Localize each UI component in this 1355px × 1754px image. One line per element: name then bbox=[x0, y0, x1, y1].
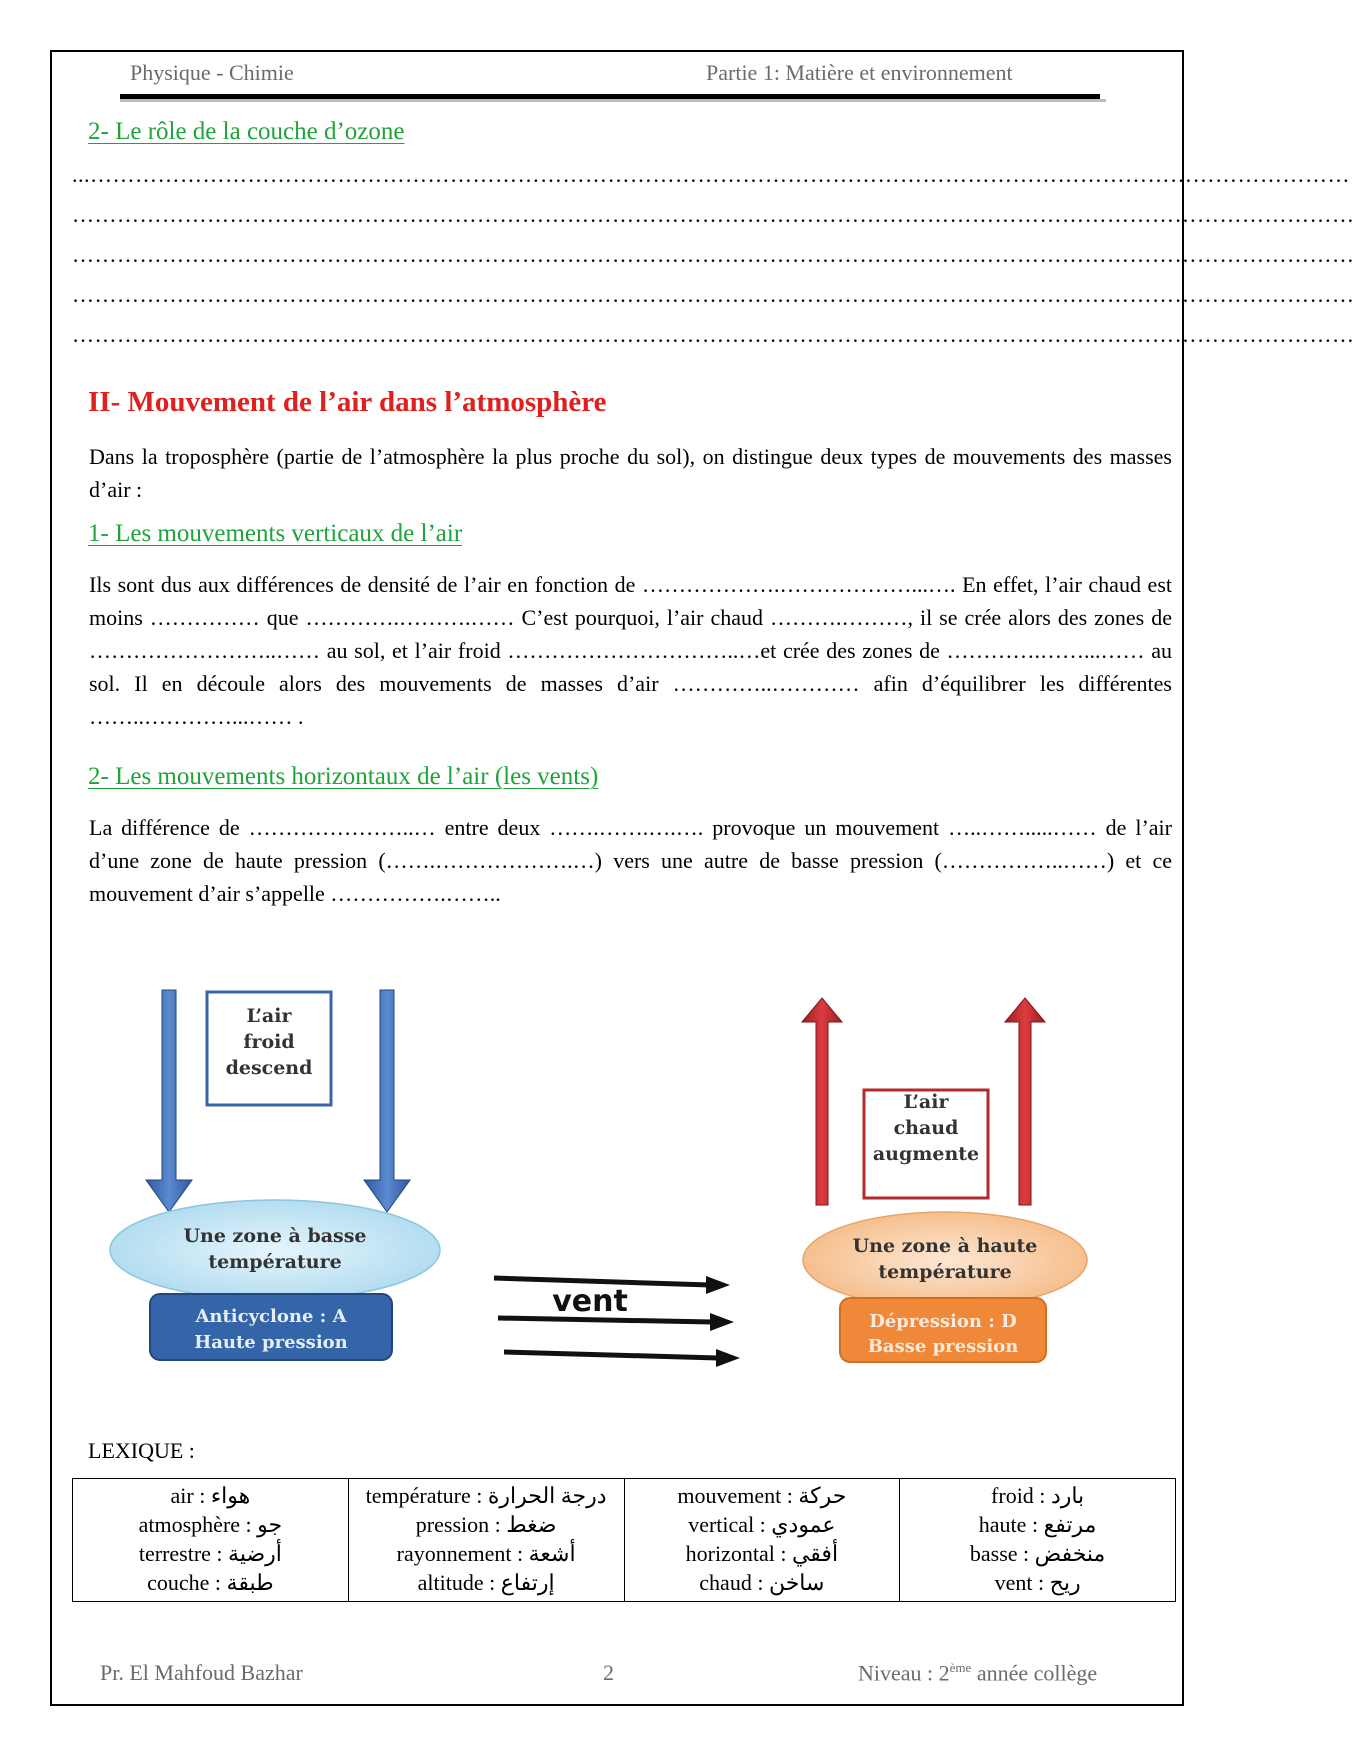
warm-zone-ellipse bbox=[803, 1212, 1087, 1308]
depression-line: Basse pression bbox=[867, 1336, 1019, 1357]
vertical-paragraph bbox=[89, 568, 1172, 733]
warm-box-line: augmente bbox=[872, 1143, 980, 1165]
wind-arrowhead bbox=[710, 1313, 734, 1331]
lexique-column bbox=[348, 1479, 624, 1602]
lexique-entry: mouvement : حركة bbox=[677, 1483, 847, 1508]
lexique-entry: air : هواء bbox=[170, 1483, 251, 1508]
lexique-column bbox=[73, 1479, 349, 1602]
ozone-title: 2- Le rôle de la couche d’ozone bbox=[88, 118, 405, 145]
footer-level-sup: ème bbox=[949, 1660, 972, 1675]
lexique-column bbox=[900, 1479, 1176, 1602]
warm-box-line: chaud bbox=[893, 1117, 959, 1139]
footer-level-prefix: Niveau : 2 bbox=[858, 1660, 950, 1686]
vertical-text: Ils sont dus aux différences de densité de l’air en fonction de ……………….………………...…. En effet, l’air chaud est moins …………… que ………….……….…… C’est pourquoi, l’air chaud ……….………, il se crée alors des zones de ……………………..…… au sol, et l’air froid …………………………..…et crée des zones de ………….……...…… au sol. Il en découle alors des mouvements de masses d’air …………..………… afin d’équilibrer les différentes ……..…………...…… . bbox=[89, 572, 1172, 729]
cold-arrow-left bbox=[146, 990, 192, 1212]
wind-label: vent bbox=[552, 1284, 628, 1319]
lexique-entry: vertical : عمودي bbox=[688, 1512, 836, 1537]
cold-box-line: descend bbox=[225, 1057, 313, 1079]
cold-zone-line: température bbox=[208, 1251, 342, 1273]
cold-zone-line: Une zone à basse bbox=[183, 1225, 367, 1247]
warm-arrow-left bbox=[802, 998, 842, 1205]
lexique-entry: haute : مرتفع bbox=[978, 1512, 1097, 1537]
cold-box-line: L’air bbox=[246, 1005, 292, 1027]
air-movement-diagram bbox=[100, 960, 1100, 1380]
lexique-entry: vent : ريح bbox=[994, 1570, 1081, 1595]
lexique-entry: altitude : إرتفاع bbox=[417, 1570, 555, 1595]
table-row bbox=[73, 1479, 1176, 1602]
lexique-entry: atmosphère : جو bbox=[138, 1512, 283, 1537]
lexique-column bbox=[624, 1479, 900, 1602]
cold-zone-ellipse bbox=[110, 1200, 440, 1300]
header-subject: Physique - Chimie bbox=[130, 60, 294, 85]
horizontal-text: La différence de …………………..… entre deux …….…….….…. provoque un mouvement …..…….....…… de l’air d’une zone de haute pression (…….……………….…) vers une autre de basse pression (……………..……) et ce mouvement d’air s’appelle …………….…….. bbox=[89, 815, 1172, 906]
answer-line: ……………………………………………………………………………………………………………………………………………………… bbox=[72, 282, 1355, 307]
warm-zone-line: température bbox=[878, 1261, 1012, 1283]
warm-arrow-right bbox=[1005, 998, 1045, 1205]
section-title: II- Mouvement de l’air dans l’atmosphère bbox=[88, 386, 607, 418]
lexique-title: LEXIQUE : bbox=[88, 1438, 195, 1463]
anticyclone-line: Anticyclone : A bbox=[195, 1306, 347, 1327]
wind-arrow bbox=[504, 1352, 718, 1358]
footer-author: Pr. El Mahfoud Bazhar bbox=[100, 1660, 303, 1685]
horizontal-title: 2- Les mouvements horizontaux de l’air (les vents) bbox=[88, 763, 599, 790]
lexique-entry: froid : بارد bbox=[991, 1483, 1085, 1508]
lexique-entry: terrestre : أرضية bbox=[138, 1541, 282, 1566]
wind-arrowhead bbox=[716, 1349, 740, 1367]
intro-text: Dans la troposphère (partie de l’atmosphère la plus proche du sol), on distingue deux types de mouvements des masses d’air : bbox=[89, 444, 1172, 502]
footer-level-suffix: année collège bbox=[971, 1660, 1098, 1686]
vertical-title: 1- Les mouvements verticaux de l’air bbox=[88, 520, 463, 547]
lexique-entry: horizontal : أفقي bbox=[685, 1541, 839, 1566]
header-part: Partie 1: Matière et environnement bbox=[706, 60, 1013, 85]
wind-arrowhead bbox=[706, 1276, 730, 1294]
lexique-entry: rayonnement : أشعة bbox=[396, 1541, 576, 1566]
answer-line: ...…………………………………………………………………………………………………………………………………………………… bbox=[72, 162, 1350, 187]
lexique-entry: pression : ضغط bbox=[415, 1512, 557, 1537]
footer-level bbox=[858, 1660, 1097, 1686]
header-rule-shadow bbox=[120, 99, 1106, 102]
lexique-entry: basse : منخفض bbox=[969, 1541, 1106, 1566]
lexique-entry: couche : طبقة bbox=[147, 1570, 274, 1595]
depression-line: Dépression : D bbox=[869, 1311, 1017, 1332]
cold-arrow-right bbox=[364, 990, 410, 1212]
answer-line: ……………………………………………………………………………………………………………………………………………………… bbox=[72, 202, 1355, 227]
answer-line: ……………………………………………………………………………………………………………………………………………………… bbox=[72, 242, 1355, 267]
horizontal-paragraph bbox=[89, 811, 1172, 910]
lexique-table bbox=[72, 1478, 1176, 1602]
warm-zone-line: Une zone à haute bbox=[852, 1235, 1038, 1257]
lexique-entry: température : درجة الحرارة bbox=[365, 1483, 607, 1508]
warm-box-line: L’air bbox=[903, 1091, 949, 1113]
answer-line: ……………………………………………………………………………………………………………………………………………………… bbox=[72, 322, 1355, 347]
cold-box-line: froid bbox=[243, 1031, 295, 1053]
intro-paragraph bbox=[89, 440, 1172, 506]
lexique-entry: chaud : ساخن bbox=[699, 1570, 825, 1595]
footer-page-number: 2 bbox=[603, 1660, 614, 1685]
anticyclone-line: Haute pression bbox=[194, 1332, 348, 1353]
